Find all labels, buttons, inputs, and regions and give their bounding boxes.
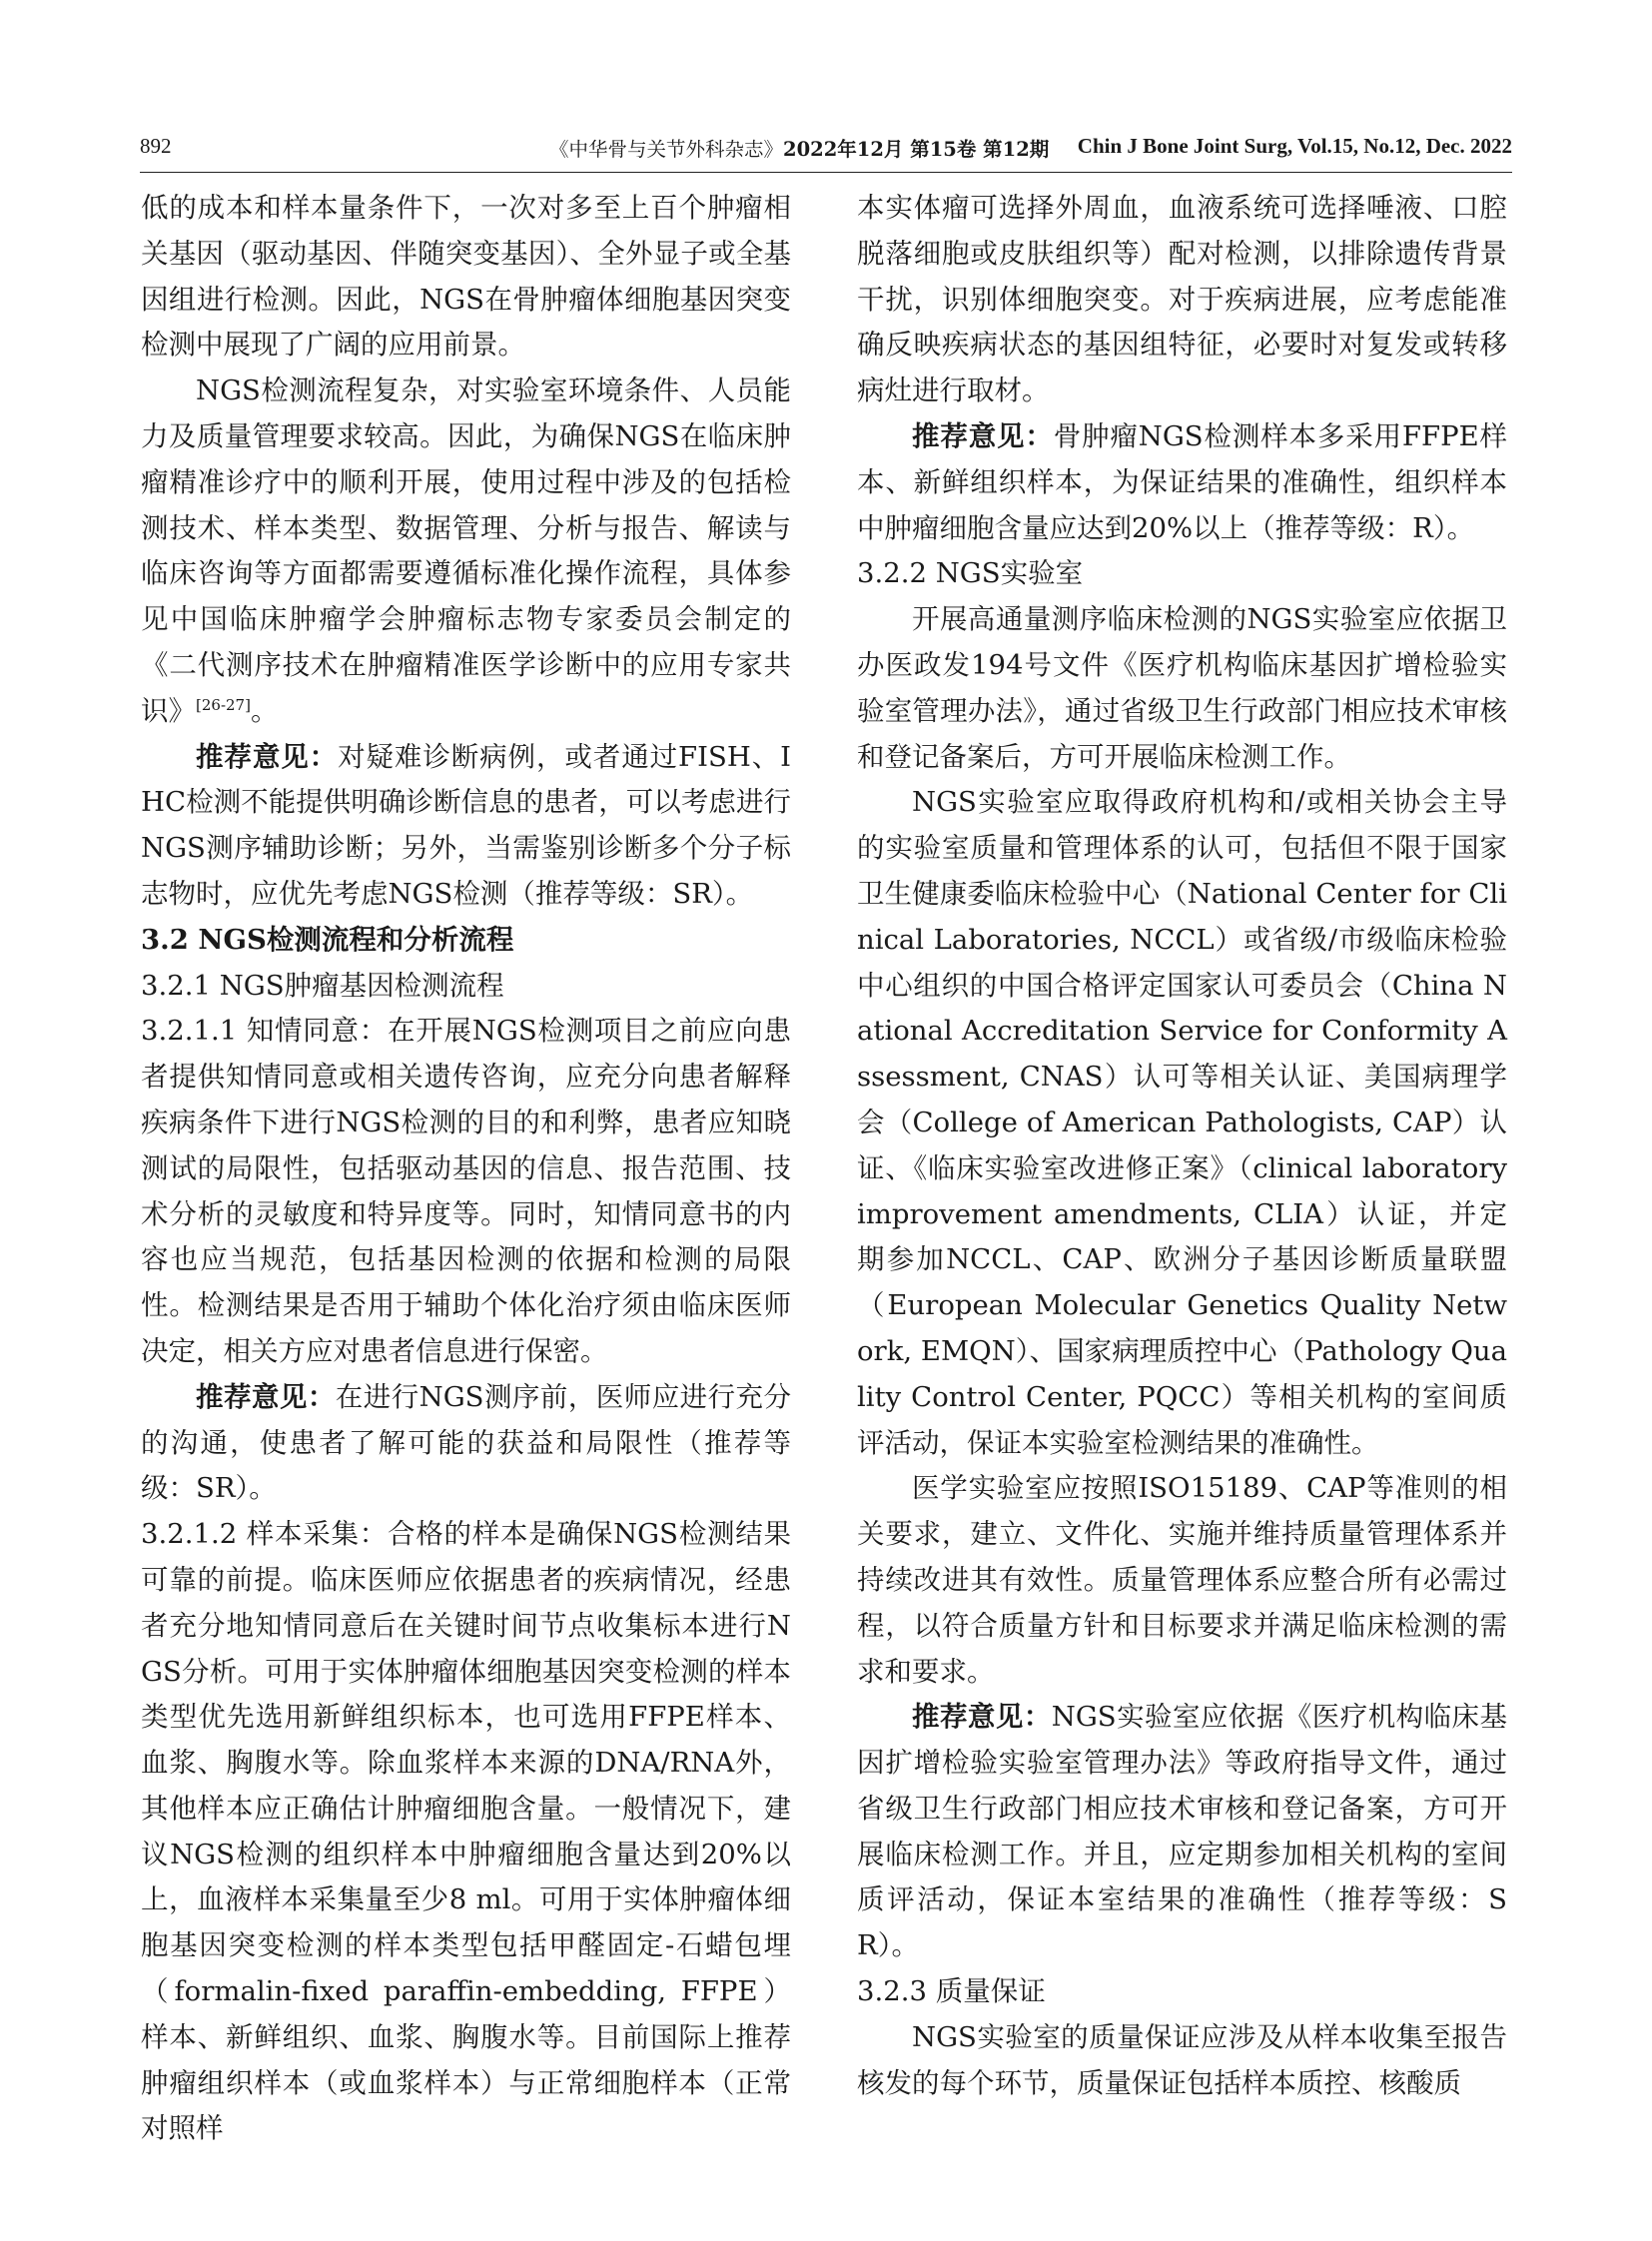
paragraph-text: NGS检测流程复杂，对实验室环境条件、人员能力及质量管理要求较高。因此，为确保NGS在临床肿瘤精准诊疗中的顺利开展，使用过程中涉及的包括检测技术、样本类型、数据管理、分析与报告、解读与临床咨询等方面都需要遵循标准化操作流程，具体参见中国临床肿瘤学会肿瘤标志物专家委员会制定的《二代测序技术在肿瘤精准医学诊断中的应用专家共识》 [141,374,791,727]
paragraph: 本实体瘤可选择外周血，血液系统可选择唾液、口腔脱落细胞或皮肤组织等）配对检测，以排除遗传背景干扰，识别体细胞突变。对于疾病进展，应考虑能准确反映疾病状态的基因组特征，必要时对复发或转移病灶进行取材。 [857,192,1507,407]
paragraph: 3.2.1.1 知情同意：在开展NGS检测项目之前应向患者提供知情同意或相关遗传咨询，应充分向患者解释疾病条件下进行NGS检测的目的和利弊，患者应知晓测试的局限性，包括驱动基因的信息、报告范围、技术分析的灵敏度和特异度等。同时，知情同意书的内容也应当规范，包括基因检测的依据和检测的局限性。检测结果是否用于辅助个体化治疗须由临床医师决定，相关方应对患者信息进行保密。 [141,1015,791,1367]
paragraph: 3.2.1.2 样本采集：合格的样本是确保NGS检测结果可靠的前提。临床医师应依据患者的疾病情况，经患者充分地知情同意后在关键时间节点收集标本进行NGS分析。可用于实体肿瘤体细胞基因突变检测的样本类型优先选用新鲜组织标本，也可选用FFPE样本、血浆、胸腹水等。除血浆样本来源的DNA/RNA外，其他样本应正确估计肿瘤细胞含量。一般情况下，建议NGS检测的组织样本中肿瘤细胞含量达到20%以上，血液样本采集量至少8 ml。可用于实体肿瘤体细胞基因突变检测的样本类型包括甲醛固定-石蜡包埋（formalin-fixed paraffin-embedding, FFPE）样本、新鲜组织、血浆、胸腹水等。目前国际上推荐肿瘤组织样本（或血浆样本）与正常细胞样本（正常对照样 [141,1518,791,2145]
recommendation-label: 推荐意见： [912,1701,1052,1734]
paragraph: 开展高通量测序临床检测的NGS实验室应依据卫办医政发194号文件《医疗机构临床基因扩增检验实验室管理办法》，通过省级卫生行政部门相应技术审核和登记备案后，方可开展临床检测工作。 [857,603,1507,773]
recommendation-text: 骨肿瘤NGS检测样本多采用FFPE样本、新鲜组织样本，为保证结果的准确性，组织样本中肿瘤细胞含量应达到20%以上（推荐等级：R）。 [857,419,1508,544]
journal-title-cn [549,134,1049,162]
paragraph-end: 。 [250,694,279,727]
journal-name-cn: 《中华骨与关节外科杂志》 [549,138,784,161]
section-heading: 3.2 NGS检测流程和分析流程 [141,923,514,956]
page-number: 892 [140,134,172,158]
left-column [141,186,791,2152]
recommendation-text: NGS实验室应依据《医疗机构临床基因扩增检验实验室管理办法》等政府指导文件，通过省级卫生行政部门相应技术审核和登记备案，方可开展临床检测工作。并且，应定期参加相关机构的室间质评活动，保证本室结果的准确性（推荐等级：SR）。 [857,1701,1508,1962]
recommendation [141,1375,791,1512]
paragraph: 低的成本和样本量条件下，一次对多至上百个肿瘤相关基因（驱动基因、伴随突变基因）、全外显子或全基因组进行检测。因此，NGS在骨肿瘤体细胞基因突变检测中展现了广阔的应用前景。 [141,192,791,362]
paragraph: NGS实验室应取得政府机构和/或相关协会主导的实验室质量和管理体系的认可，包括但不限于国家卫生健康委临床检验中心（National Center for Clinical Laboratories, NCCL）或省级/市级临床检验中心组织的中国合格评定国家认可委员会（China National Accreditation Service for Conformity Assessment, CNAS）认可等相关认证、美国病理学会（College of American Pathologists, CAP）认证、《临床实验室改进修正案》（clinical laboratory improvement amendments, CLIA）认证，并定期参加NCCL、CAP、欧洲分子基因诊断质量联盟（European Molecular Genetics Quality Network, EMQN）、国家病理质控中心（Pathology Quality Control Center, PQCC）等相关机构的室间质评活动，保证本实验室检测结果的准确性。 [857,786,1507,1459]
paragraph: 医学实验室应按照ISO15189、CAP等准则的相关要求，建立、文件化、实施并维持质量管理体系并持续改进其有效性。质量管理体系应整合所有必需过程，以符合质量方针和目标要求并满足临床检测的需求和要求。 [857,1472,1507,1688]
recommendation-text: 对疑难诊断病例，或者通过FISH、IHC检测不能提供明确诊断信息的患者，可以考虑进行NGS测序辅助诊断；另外，当需鉴别诊断多个分子标志物时，应优先考虑NGS检测（推荐等级：SR）。 [141,740,791,910]
recommendation [857,1695,1507,1969]
paragraph: NGS实验室的质量保证应涉及从样本收集至报告核发的每个环节，质量保证包括样本质控、核酸质 [857,2020,1507,2099]
recommendation-text: 在进行NGS测序前，医师应进行充分的沟通，使患者了解可能的获益和局限性（推荐等级：SR）。 [141,1380,792,1505]
paragraph [141,369,791,734]
citation-ref: [26-27] [196,695,251,714]
subsection-heading: 3.2.1 NGS肿瘤基因检测流程 [141,969,504,1002]
journal-title-en: Chin J Bone Joint Surg, Vol.15, No.12, Dec. 2022 [1077,134,1512,158]
subsection-heading: 3.2.2 NGS实验室 [857,557,1084,590]
running-header [140,126,1512,166]
header-rule [140,172,1512,173]
recommendation [141,735,791,918]
recommendation [857,414,1507,551]
journal-issue-cn: 2022年12月 第15卷 第12期 [783,138,1050,161]
recommendation-label: 推荐意见： [196,740,339,773]
recommendation-label: 推荐意见： [912,419,1054,452]
subsection-heading: 3.2.3 质量保证 [857,1975,1046,2008]
recommendation-label: 推荐意见： [196,1380,336,1413]
right-column [857,186,1507,2106]
